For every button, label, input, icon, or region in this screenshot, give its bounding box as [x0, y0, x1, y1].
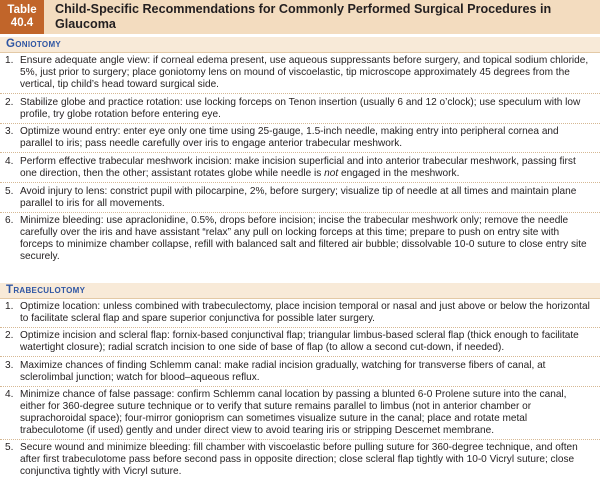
list-item	[0, 215, 600, 263]
item-text: Secure wound and minimize bleeding: fill chamber with viscoelastic before pulling suture for 360-degree technique, and often after first trabeculotome pass before second pass in opposite direction; close scleral flap tightly with 10-0 Vicryl suture; close conjunctiva tightly with Vicryl suture.	[20, 442, 578, 477]
item-text: Optimize location: unless combined with trabeculectomy, place incision temporal or nasal and just above or below the horizontal to facilitate scleral flap and spare superior conjunctiva for possible later surgery.	[20, 301, 590, 324]
goniotomy-list	[0, 55, 600, 269]
table-number: 40.4	[10, 17, 34, 29]
item-number: 3.	[5, 126, 14, 138]
item-text: Maximize chances of finding Schlemm canal: make radial incision gradually, watching for transverse fibers of canal, at sclerolimbal junction; watch for blood–aqueous reflux.	[20, 359, 546, 383]
list-item	[0, 126, 600, 150]
item-text: Minimize chance of false passage: confirm Schlemm canal location by passing a blunted 6-0 Prolene suture into the canal, either for 360-degree suture technique or to verify that suture remains parallel to limbus (not in anterior chamber or suprachoroidal space); four-mirror gonioprism can sometimes visualize suture in the canal; place and rotate metal trabeculotome (if used) gently and under direct view to avoid tearing iris or stripping Descemet membrane.	[20, 388, 567, 436]
list-item	[0, 389, 600, 437]
list-item	[0, 360, 600, 384]
section-heading-trabeculotomy	[0, 283, 600, 299]
table-label: Table	[7, 4, 37, 16]
item-text: Perform effective trabecular meshwork incision: make incision superficial and into anterior trabecular meshwork, passing first one direction, then the other; assistant rotates globe while needle is not engaged in the meshwork.	[20, 156, 576, 179]
item-number: 5.	[5, 442, 14, 454]
item-number: 2.	[5, 96, 14, 108]
item-number: 1.	[5, 55, 14, 66]
list-item	[0, 186, 600, 210]
item-text: Optimize incision and scleral flap: fornix-based conjunctival flap; triangular limbus-based scleral flap (thick enough to facilitate watertight closure); radial scratch incision to one side of base of flap (to allow a second cut-down, if needed).	[20, 330, 579, 354]
item-number: 3.	[5, 359, 14, 371]
item-text: Ensure adequate angle view: if corneal edema present, use aqueous suppressants before surgery, and topical sodium chloride, 5%, just prior to surgery; place goniotomy lens on mound of viscoelastic, tip microscope approximately 45 degrees from the vertical, tip child’s head toward surgical side.	[20, 55, 589, 90]
list-item	[0, 156, 600, 180]
item-number: 6.	[5, 215, 14, 227]
item-text: Avoid injury to lens: constrict pupil with pilocarpine, 2%, before surgery; visualize tip of needle at all times and maintain plane parallel to iris for all movements.	[20, 185, 577, 209]
section-heading-text: Goniotomy	[6, 38, 62, 50]
section-heading-text: Trabeculotomy	[6, 284, 86, 296]
item-number: 4.	[5, 388, 14, 400]
item-text: Stabilize globe and practice rotation: use locking forceps on Tenon insertion (usually 6 and 12 o’clock); use speculum with low profile, try globe rotation before entering eye.	[20, 96, 581, 120]
item-number: 2.	[5, 330, 14, 342]
list-item	[0, 97, 600, 121]
list-item	[0, 55, 600, 91]
trabeculotomy-list	[0, 301, 600, 483]
list-item	[0, 330, 600, 354]
item-text: Minimize bleeding: use apraclonidine, 0.5%, drops before incision; incise the trabecular meshwork only; remove the needle carefully over the iris and have assistant “relax” any pull on locking forceps at this time; prepare to push on entry site with forceps to minimize chamber collapse, refill with balanced salt and filtered air bubble; dissolvable 10-0 suture to close entry site securely.	[20, 215, 587, 263]
section-heading-goniotomy	[0, 37, 600, 53]
item-number: 5.	[5, 185, 14, 197]
item-number: 4.	[5, 156, 14, 168]
item-text: Optimize wound entry: enter eye only one time using 25-gauge, 1.5-inch needle, making entry into peripheral cornea and parallel to iris; pass needle carefully over iris to engage anterior trabecular meshwork.	[20, 126, 559, 150]
item-number: 1.	[5, 301, 14, 312]
table-number-tag	[0, 0, 44, 34]
list-item	[0, 442, 600, 478]
list-item	[0, 301, 600, 325]
table-title: Child-Specific Recommendations for Commonly Performed Surgical Procedures in Glaucoma	[55, 2, 552, 31]
table-header	[0, 0, 600, 34]
